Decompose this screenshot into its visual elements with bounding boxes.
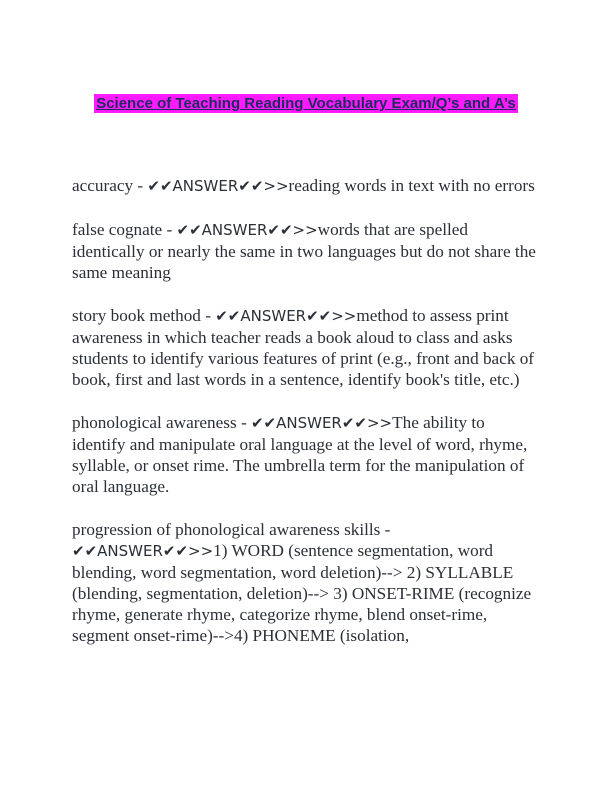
entry-term: false cognate - bbox=[72, 220, 177, 239]
entry-term: phonological awareness - bbox=[72, 413, 251, 432]
entry-progression-skills bbox=[72, 519, 542, 646]
entry-definition: 1) WORD (sentence segmentation, word blending, word segmentation, word deletion)--> 2) SYLLABLE (blending, segmentation, deletion)--> 3) ONSET-RIME (recognize rhyme, generate rhyme, categorize rhyme, blend onset-rime, segment onset-rime)-->4) PHONEME (isolation, bbox=[72, 541, 532, 645]
answer-marker: ✔✔ANSWER✔✔>> bbox=[215, 307, 357, 325]
entry-false-cognate bbox=[72, 219, 542, 283]
entry-definition: The ability to identify and manipulate oral language at the level of word, rhyme, syllable, or onset rime. The umbrella term for the manipulation of oral language. bbox=[72, 413, 528, 496]
entry-story-book-method bbox=[72, 305, 542, 390]
entry-definition: method to assess print awareness in which teacher reads a book aloud to class and asks students to identify various features of print (e.g., front and back of book, first and last words in a sentence, identify book's title, etc.) bbox=[72, 306, 535, 389]
entry-term: accuracy - bbox=[72, 176, 148, 195]
entry-accuracy bbox=[72, 175, 542, 197]
document-title: Science of Teaching Reading Vocabulary Exam/Q’s and A’s bbox=[96, 95, 516, 112]
entry-term: story book method - bbox=[72, 306, 216, 325]
entries-list bbox=[72, 175, 542, 668]
answer-marker: ✔✔ANSWER✔✔>> bbox=[147, 177, 289, 195]
entry-phonological-awareness bbox=[72, 412, 542, 497]
title-container bbox=[0, 94, 612, 113]
answer-marker: ✔✔ANSWER✔✔>> bbox=[176, 221, 318, 239]
entry-definition: words that are spelled identically or nearly the same in two languages but do not share the same meaning bbox=[72, 220, 536, 282]
entry-term: progression of phonological awareness skills - bbox=[72, 520, 391, 539]
entry-definition: reading words in text with no errors bbox=[288, 176, 535, 195]
answer-marker: ✔✔ANSWER✔✔>> bbox=[72, 542, 214, 560]
answer-marker: ✔✔ANSWER✔✔>> bbox=[250, 414, 393, 432]
